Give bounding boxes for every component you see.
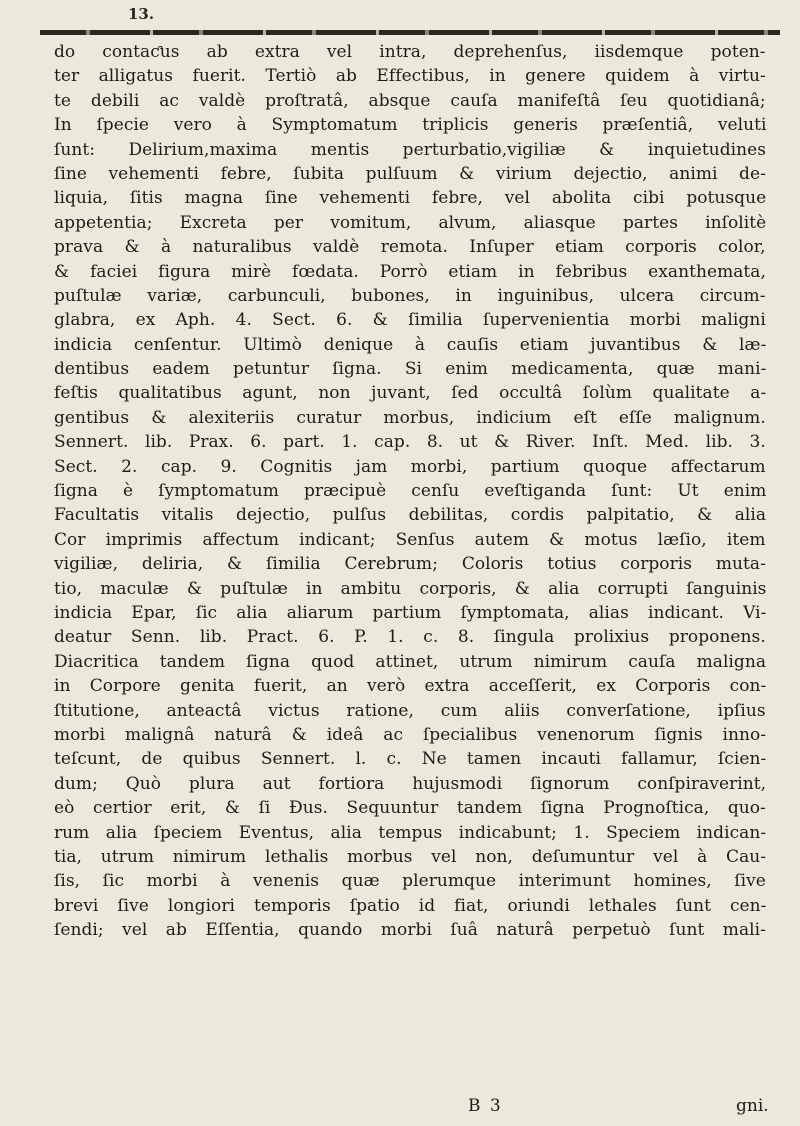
text-line: Facultatis vitalis dejectio, pulſus debilitas, cordis palpitatio, & alia (54, 505, 766, 526)
text-line: appetentia; Excreta per vomitum, alvum, aliasque partes inſolitè (54, 212, 766, 233)
text-line: dentibus eadem petuntur ſigna. Si enim medicamenta, quæ mani- (54, 359, 766, 380)
text-line: Diacritica tandem ſigna quod attinet, utrum nimirum cauſa maligna (54, 651, 766, 672)
text-line: dum; Quò plura aut fortiora hujusmodi ſignorum conſpiraverint, (54, 773, 766, 794)
page-number: 13. (128, 5, 155, 23)
text-line: do contaƈus ab extra vel intra, deprehenſus, iisdemque poten- (54, 42, 766, 62)
text-line: Sect. 2. cap. 9. Cognitis jam morbi, partium quoque affectarum (54, 456, 766, 477)
text-line: In ſpecie vero à Symptomatum triplicis generis præſentiâ, veluti (54, 115, 766, 136)
text-line: teſcunt, de quibus Sennert. l. c. Ne tamen incauti fallamur, ſcien- (54, 749, 766, 770)
body-text (54, 40, 766, 942)
text-line: glabra, ex Aph. 4. Sect. 6. & ſimilia ſupervenientia morbi maligni (54, 310, 766, 331)
text-line: Cor imprimis affectum indicant; Senſus autem & motus læſio, item (54, 529, 766, 550)
text-line: ſtitutione, anteactâ victus ratione, cum aliis converſatione, ipſius (54, 700, 766, 721)
text-line: puſtulæ variæ, carbunculi, bubones, in inguinibus, ulcera circum- (54, 285, 766, 306)
text-line: ſis, ſic morbi à venenis quæ plerumque interimunt homines, ſive (54, 871, 766, 892)
text-line: eò certior erit, & ſi Ɖus. Sequuntur tandem ſigna Prognoſtica, quo- (54, 798, 766, 819)
text-line: ſendi; vel ab Eſſentia, quando morbi ſuâ naturâ perpetuò ſunt mali- (54, 920, 766, 941)
text-line: vigiliæ, deliria, & ſimilia Cerebrum; Coloris totius corporis muta- (54, 554, 766, 575)
text-line: gentibus & alexiteriis curatur morbus, indicium eſt eſſe malignum. (54, 407, 766, 428)
text-line: prava & à naturalibus valdè remota. Inſuper etiam corporis color, (54, 237, 766, 258)
text-line: ter alligatus fuerit. Tertiò ab Effectibus, in genere quidem à virtu- (54, 66, 766, 87)
text-line: in Corpore genita fuerit, an verò extra acceſſerit, ex Corporis con- (54, 676, 766, 697)
text-line: ſigna è ſymptomatum præcipuè cenſu eveſtiganda ſunt: Ut enim (54, 481, 766, 502)
text-line: ſine vehementi febre, ſubita pulſuum & virium dejectio, animi de- (54, 163, 766, 184)
text-line: morbi malignâ naturâ & ideâ ac ſpecialibus venenorum ſignis inno- (54, 724, 766, 745)
text-line: Sennert. lib. Prax. 6. part. 1. cap. 8. ut & River. Inſt. Med. lib. 3. (54, 432, 766, 453)
text-line: tia, utrum nimirum lethalis morbus vel non, deſumuntur vel à Cau- (54, 846, 766, 867)
text-line: brevi ſive longiori temporis ſpatio id fiat, oriundi lethales ſunt cen- (54, 895, 766, 916)
text-line: ſunt: Delirium,maxima mentis perturbatio,vigiliæ & inquietudines (54, 139, 766, 160)
text-line: tio, maculæ & puſtulæ in ambitu corporis, & alia corrupti ſanguinis (54, 578, 766, 599)
text-line: indicia Epar, ſic alia aliarum partium ſymptomata, alias indicant. Vi- (54, 602, 766, 623)
text-line: feſtis qualitatibus agunt, non juvant, ſed occultâ ſolùm qualitate a- (54, 383, 766, 404)
text-line: rum alia ſpeciem Eventus, alia tempus indicabunt; 1. Speciem indican- (54, 822, 766, 843)
text-line: & faciei figura mirè fœdata. Porrò etiam in febribus exanthemata, (54, 261, 766, 282)
text-line: deatur Senn. lib. Pract. 6. P. 1. c. 8. ſingula prolixius proponens. (54, 627, 766, 648)
header-ornament-rule (40, 30, 780, 35)
signature-mark: B 3 (468, 1096, 503, 1116)
text-line: liquia, ſitis magna ſine vehementi febre, vel abolita cibi potusque (54, 188, 766, 209)
catchword: gni. (736, 1096, 769, 1116)
text-line: te debili ac valdè proſtratâ, absque cauſa manifeſtâ ſeu quotidianâ; (54, 90, 766, 111)
text-line: indicia cenſentur. Ultimò denique à cauſis etiam juvantibus & læ- (54, 334, 766, 355)
